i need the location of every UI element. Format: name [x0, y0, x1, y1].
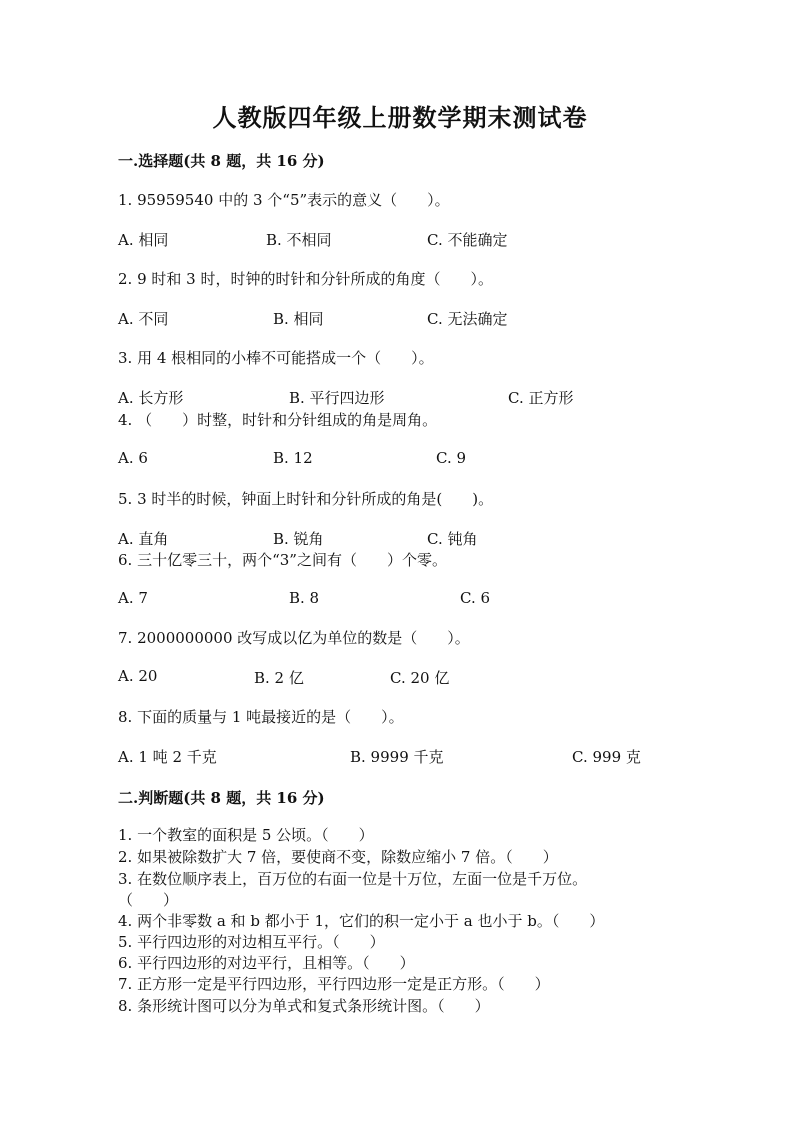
question-1-option-c: C. 不能确定 — [427, 231, 508, 249]
page-title: 人教版四年级上册数学期末测试卷 — [212, 103, 588, 132]
question-3-option-a: A. 长方形 — [118, 389, 184, 407]
judgment-item-6: 6. 平行四边形的对边平行，且相等。（ ） — [118, 954, 415, 972]
question-7-option-a: A. 20 — [118, 667, 158, 685]
question-6-option-a: A. 7 — [118, 589, 148, 607]
question-4-option-a: A. 6 — [118, 449, 148, 467]
question-8-option-c: C. 999 克 — [572, 748, 641, 766]
question-3-option-b: B. 平行四边形 — [289, 389, 385, 407]
question-6-option-c: C. 6 — [460, 589, 491, 607]
question-7-option-b: B. 2 亿 — [254, 669, 304, 687]
question-7-option-c: C. 20 亿 — [390, 669, 450, 687]
judgment-item-1: 1. 一个教室的面积是 5 公顷。（ ） — [118, 826, 374, 844]
question-3: 3. 用 4 根相同的小棒不可能搭成一个（ ）。 — [118, 349, 434, 367]
judgment-item-3: 3. 在数位顺序表上，百万位的右面一位是十万位，左面一位是千万位。 — [118, 870, 588, 888]
question-8-option-a: A. 1 吨 2 千克 — [118, 748, 217, 766]
section-heading-choice: 一.选择题(共 8 题，共 16 分) — [118, 152, 325, 170]
question-6: 6. 三十亿零三十，两个“3”之间有（ ）个零。 — [118, 551, 447, 569]
question-5-option-b: B. 锐角 — [273, 530, 324, 548]
question-2-option-c: C. 无法确定 — [427, 310, 508, 328]
question-4-option-c: C. 9 — [436, 449, 467, 467]
question-8-option-b: B. 9999 千克 — [350, 748, 444, 766]
question-2: 2. 9 时和 3 时，时钟的时针和分针所成的角度（ ）。 — [118, 270, 493, 288]
judgment-item-2: 2. 如果被除数扩大 7 倍，要使商不变，除数应缩小 7 倍。（ ） — [118, 848, 558, 866]
judgment-item-3-bracket: （ ） — [118, 891, 179, 909]
question-2-option-b: B. 相同 — [273, 310, 324, 328]
question-6-option-b: B. 8 — [289, 589, 320, 607]
question-2-option-a: A. 不同 — [118, 310, 169, 328]
question-5-option-a: A. 直角 — [118, 530, 169, 548]
question-8: 8. 下面的质量与 1 吨最接近的是（ ）。 — [118, 708, 404, 726]
judgment-item-8: 8. 条形统计图可以分为单式和复式条形统计图。（ ） — [118, 997, 490, 1015]
question-1: 1. 95959540 中的 3 个“5”表示的意义（ ）。 — [118, 191, 450, 209]
question-1-option-b: B. 不相同 — [266, 231, 332, 249]
question-4-option-b: B. 12 — [273, 449, 313, 467]
question-5: 5. 3 时半的时候，钟面上时针和分针所成的角是( )。 — [118, 490, 494, 508]
question-4: 4. （ ）时整，时针和分针组成的角是周角。 — [118, 411, 438, 429]
section-heading-true-false: 二.判断题(共 8 题，共 16 分) — [118, 789, 325, 807]
question-1-option-a: A. 相同 — [118, 231, 169, 249]
judgment-item-7: 7. 正方形一定是平行四边形，平行四边形一定是正方形。（ ） — [118, 975, 550, 993]
question-3-option-c: C. 正方形 — [508, 389, 574, 407]
question-7: 7. 2000000000 改写成以亿为单位的数是（ ）。 — [118, 629, 470, 647]
judgment-item-4: 4. 两个非零数 a 和 b 都小于 1，它们的积一定小于 a 也小于 b。（ ） — [118, 912, 605, 930]
judgment-item-5: 5. 平行四边形的对边相互平行。（ ） — [118, 933, 385, 951]
question-5-option-c: C. 钝角 — [427, 530, 478, 548]
